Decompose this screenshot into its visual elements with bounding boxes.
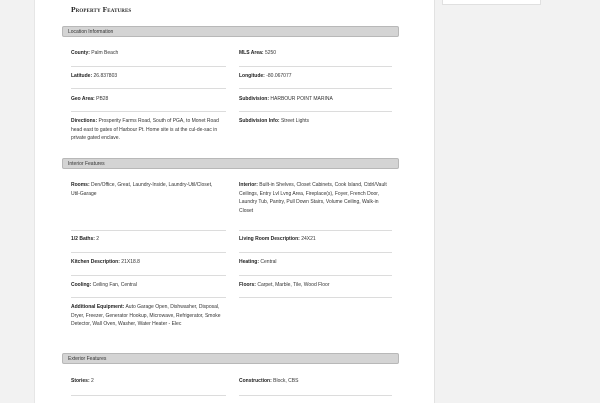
field-additional-equipment [71,303,223,329]
field-value: Carpet, Marble, Tile, Wood Floor [257,282,330,288]
field-label: Construction: [239,378,272,384]
section-header-location: Location Information [62,26,399,37]
field-label: Stories: [71,378,90,384]
field-value: Built-in Shelves, Closet Cabinets, Cook Island, Ctdrl/Vault Ceilings, Entry Lvl Lvng Area, Fireplace(s), Foyer, French Door, Laundry Tub, Pantry, Pull Down Stairs, Volume Ceiling, Walk-in Closet [239,182,387,214]
divider [239,395,392,396]
divider [239,66,392,67]
divider [71,275,226,276]
divider [239,297,392,298]
sidebar-panel [442,0,541,5]
field-label: Directions: [71,118,98,124]
field-label: Longitude: [239,73,265,79]
field-kitchen [71,258,221,267]
field-living-room [239,235,389,244]
field-floors [239,281,389,290]
field-label: Kitchen Description: [71,259,120,265]
field-longitude [239,72,389,81]
field-label: MLS Area: [239,50,264,56]
section-header-exterior: Exterior Features [62,353,399,364]
divider [71,88,226,89]
field-label: County: [71,50,90,56]
section-header-interior: Interior Features [62,158,399,169]
field-value: 2 [96,236,100,242]
field-value: 24X21 [301,236,316,242]
field-rooms [71,181,221,198]
field-value: Palm Beach [91,50,119,56]
field-label: Geo Area: [71,96,95,102]
field-value: HARBOUR POINT MARINA [270,96,333,102]
field-value: 21X18.8 [121,259,140,265]
field-half-baths [71,235,221,244]
field-value: Prosperity Farms Road, South of PGA, to Monet Road head east to gates of Harbour Pt. Home site is at the cul-de-sac in private gated enclave. [71,118,219,141]
field-heating [239,258,389,267]
divider [71,297,226,298]
divider [71,66,226,67]
field-label: 1/2 Baths: [71,236,95,242]
field-label: Heating: [239,259,259,265]
divider [239,252,392,253]
field-latitude [71,72,221,81]
field-label: Subdivision Info: [239,118,280,124]
field-value: Den/Office, Great, Laundry-Inside, Laundry-Util/Closet, Util-Garage [71,182,213,197]
field-mls-area [239,49,389,58]
field-value: 26.837803 [93,73,118,79]
field-value: Central [260,259,277,265]
field-value: PB28 [96,96,109,102]
divider [71,111,226,112]
field-value: Block, CBS [273,378,299,384]
field-label: Subdivision: [239,96,269,102]
field-value: Street Lights [280,118,310,124]
field-subdivision-info [239,117,389,126]
divider [71,230,226,231]
divider [239,275,392,276]
field-interior [239,181,394,215]
field-label: Additional Equipment: [71,304,125,310]
field-label: Latitude: [71,73,93,79]
field-directions [71,117,226,143]
field-cooling [71,281,221,290]
field-value: Auto Garage Open, Dishwasher, Disposal, Dryer, Freezer, Generator Hookup, Microwave, Refrigerator, Smoke Detector, Wall Oven, Washer, Water Heater - Elec [71,304,221,327]
field-value: 5250 [264,50,277,56]
field-label: Interior: [239,182,258,188]
field-label: Living Room Description: [239,236,300,242]
field-geo-area [71,95,221,104]
field-value: 2 [91,378,94,384]
field-value: -80.067077 [266,73,292,79]
field-label: Floors: [239,282,256,288]
field-stories [71,377,221,386]
field-construction [239,377,389,386]
page-title: Property Features [71,5,132,14]
divider [71,252,226,253]
field-label: Cooling: [71,282,92,288]
divider [239,230,392,231]
divider [239,111,392,112]
field-county [71,49,221,58]
divider [239,88,392,89]
divider [71,395,226,396]
field-value: Ceiling Fan, Central [92,282,137,288]
field-label: Rooms: [71,182,90,188]
field-subdivision [239,95,394,104]
